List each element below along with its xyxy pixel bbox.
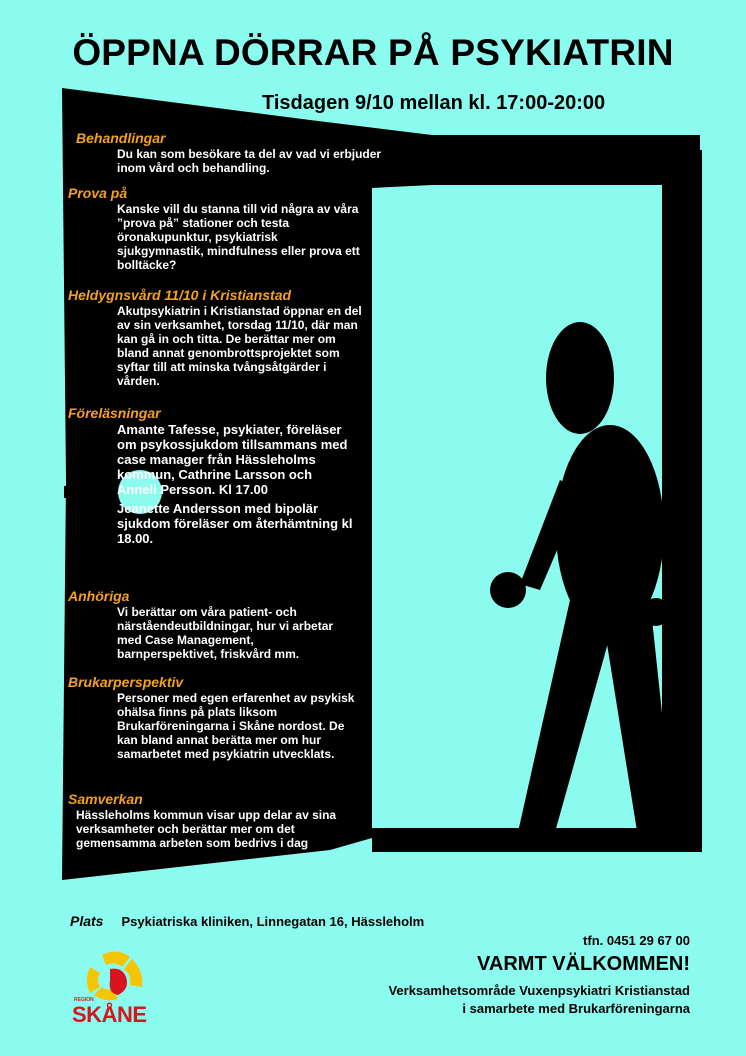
event-date: Tisdagen 9/10 mellan kl. 17:00-20:00 [262, 92, 606, 114]
section-heading: Anhöriga [68, 588, 130, 604]
section-heading: Heldygnsvård 11/10 i Kristianstad [68, 287, 292, 303]
figure-hand [490, 572, 526, 608]
section-text: Vi berättar om våra patient- och närståendeutbildningar, hur vi arbetar med Case Management, barnperspektivet, friskvård mm. [117, 605, 334, 661]
section-brukarperspektiv [68, 674, 388, 761]
door-frame-top [372, 135, 700, 185]
logo-skane-text: SKÅNE [72, 1002, 147, 1027]
section-heading: Föreläsningar [68, 405, 161, 421]
section-prova-pa [68, 185, 388, 272]
welcome-text: VARMT VÄLKOMMEN! [477, 953, 690, 975]
section-text: Amante Tafesse, psykiater, föreläser om psykossjukdom tillsammans med case manager från Hässleholms kommun, Cathrine Larsson och Anneli Persson. Kl 17.00 [117, 422, 348, 497]
section-text: Kanske vill du stanna till vid några av våra ”prova på” stationer och testa öronakupunktur, psykiatrisk sjukgymnastik, mindfulness eller prova ett bolltäcke? [117, 202, 360, 272]
section-text: Personer med egen erfarenhet av psykisk ohälsa finns på plats liksom Brukarföreningarna i Skåne nordost. De kan bland annat berätta mer om hur samarbetet med psykiatrin utvecklats. [117, 691, 355, 761]
section-heading: Prova på [68, 185, 128, 201]
section-heading: Behandlingar [76, 130, 166, 146]
organizer-line-1: Verksamhetsområde Vuxenpsykiatri Kristianstad [388, 983, 690, 998]
section-text: Du kan som besökare ta del av vad vi erbjuder inom vård och behandling. [117, 147, 382, 175]
phone-number: tfn. 0451 29 67 00 [583, 933, 690, 948]
door-frame-right [662, 150, 702, 850]
section-samverkan [68, 791, 388, 850]
section-heldygnsvard [68, 287, 388, 388]
organizer-line-2: i samarbete med Brukarföreningarna [462, 1001, 690, 1016]
section-text: Jeanette Andersson med bipolär sjukdom föreläser om återhämtning kl 18.00. [117, 501, 353, 546]
location-address: Psykiatriska kliniken, Linnegatan 16, Hässleholm [121, 914, 425, 929]
poster-title: ÖPPNA DÖRRAR PÅ PSYKIATRIN [72, 32, 674, 73]
logo-region-text: REGION [74, 997, 94, 1003]
section-forelasningar [68, 405, 388, 546]
section-heading: Samverkan [68, 791, 143, 807]
section-behandlingar [76, 130, 396, 175]
figure-leg-front [514, 600, 620, 850]
section-anhoriga [68, 588, 388, 661]
section-heading: Brukarperspektiv [68, 674, 184, 690]
location [70, 913, 424, 929]
location-label: Plats [70, 913, 104, 929]
figure-head [546, 322, 614, 434]
section-text: Akutpsykiatrin i Kristianstad öppnar en del av sin verksamhet, torsdag 11/10, där man kan gå in och titta. De berättar mer om bland annat genombrottsprojektet som syftar till att minska tvångsåtgärder i vården. [117, 304, 362, 388]
section-text: Hässleholms kommun visar upp delar av sina verksamheter och berättar mer om det gemensamma arbeten som bedrivs i dag [76, 808, 337, 850]
